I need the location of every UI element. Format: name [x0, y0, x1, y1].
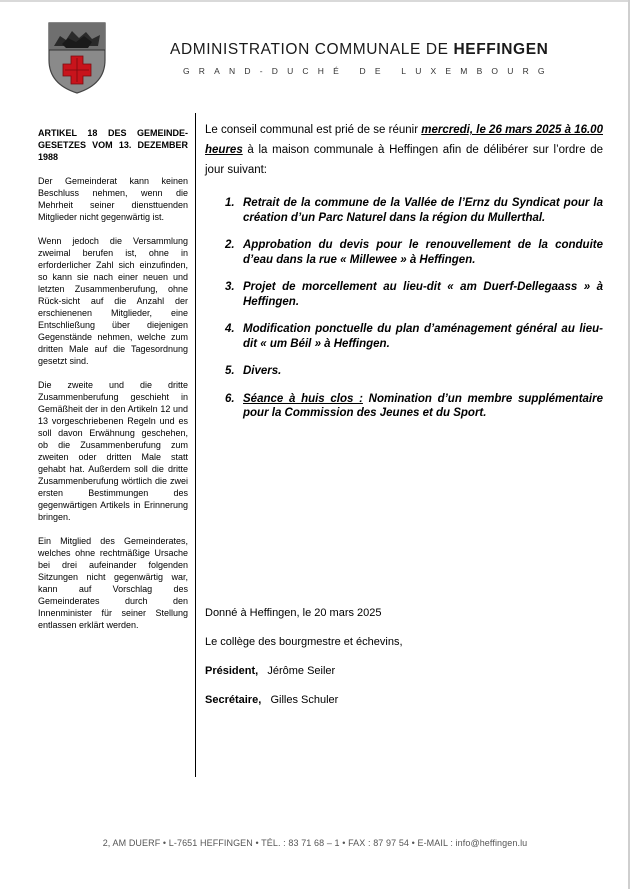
president-label: Président, — [205, 665, 259, 677]
sidebar-legal-text — [38, 127, 188, 643]
agenda-item — [225, 196, 603, 225]
signature-block — [205, 606, 603, 722]
agenda-item — [225, 280, 603, 309]
intro-before: Le conseil communal est prié de se réunir — [205, 124, 422, 136]
college-line: Le collège des bourgmestre et échevins, — [205, 636, 403, 648]
convocation-body — [205, 120, 603, 434]
page-title — [170, 41, 548, 59]
agenda-number: 4. — [225, 323, 235, 335]
footer-contact: 2, AM DUERF • L-7651 HEFFINGEN • TÉL. : 83 71 68 – 1 • FAX : 87 97 54 • E-MAIL : info@heffingen.lu — [102, 838, 528, 848]
agenda-number: 6. — [225, 392, 235, 405]
secretary-name: Gilles Schuler — [270, 694, 339, 706]
sidebar-paragraph: Ein Mitglied des Gemeinderates, welches ohne rechtmäßige Ursache bei drei aufeinander folgenden Sitzungen nicht gegenwärtig war, kann auf Vorschlag des Gemeinderates durch den Innenminister für seiner Stellung entlassen erklärt werden. — [38, 536, 188, 630]
page-subtitle: GRAND-DUCHÉ DE LUXEMBOURG — [183, 66, 554, 76]
agenda-number: 3. — [225, 281, 235, 293]
agenda-item — [225, 322, 603, 351]
agenda-text: Approbation du devis pour le renouvellement de la conduite d’eau dans la rue « Millewee » à Heffingen. — [243, 239, 603, 266]
secretary-label: Secrétaire, — [205, 694, 262, 706]
sidebar-paragraph: Wenn jedoch die Versammlung zweimal berufen ist, ohne in erforderlicher Zahl sich einzufinden, so kann sie nach einer neuen und letzten Zusammenberufung, ohne Rück-sicht auf die Anzahl der erschienenen Mitglieder, eine Entschließung über diejenigen Gegenstände nehmen, welche zum dritten Male auf die Tagesordnung gesetzt sind. — [38, 236, 188, 366]
sidebar-paragraph: Der Gemeinderat kann keinen Beschluss nehmen, wenn die Mehrheit seiner diensttuenden Mitglieder nicht gegenwärtig ist. — [38, 176, 188, 222]
page-top-border — [0, 0, 628, 2]
secretary-line — [205, 693, 603, 707]
agenda-text — [243, 392, 603, 421]
agenda-item — [225, 238, 603, 267]
coat-of-arms-icon — [48, 22, 106, 94]
agenda-number: 5. — [225, 365, 235, 377]
agenda-text: Modification ponctuelle du plan d’aménagement général au lieu-dit « um Béil » à Heffingen. — [243, 323, 603, 350]
title-prefix: ADMINISTRATION COMMUNALE DE — [170, 41, 454, 58]
agenda-number: 2. — [225, 239, 235, 251]
president-name: Jérôme Seiler — [267, 665, 336, 677]
sidebar-heading: ARTIKEL 18 DES GEMEINDE-GESETZES VOM 13. DEZEMBER 1988 — [38, 128, 188, 162]
title-commune-name: HEFFINGEN — [453, 41, 549, 58]
agenda-item — [225, 364, 603, 379]
agenda-text: Divers. — [243, 365, 282, 377]
sidebar-paragraph: Die zweite und die dritte Zusammenberufung geschieht in Gemäßheit der in den Artikeln 12 und 13 vorgeschriebenen Regeln und es soll davon Erwähnung geschehen, ob die Zusammenberufung zum zweiten oder dritten Male statt gehabt hat. Außerdem soll die dritte Zusammenberufung wörtlich die zwei ersten Bestimmungen des gegenwärtigen Artikels in Erinnerung bringen. — [38, 380, 188, 522]
agenda-number: 1. — [225, 197, 235, 209]
agenda-text: Projet de morcellement au lieu-dit « am Duerf-Dellegaass » à Heffingen. — [243, 281, 603, 308]
agenda-text: Retrait de la commune de la Vallée de l’Ernz du Syndicat pour la création d’un Parc Naturel dans la région du Mullerthal. — [243, 197, 603, 224]
meeting-date: mercredi, le 26 mars 2025 à 16.00 heures — [205, 124, 603, 156]
president-line — [205, 664, 603, 678]
column-divider — [195, 113, 196, 777]
agenda-item-closed-session — [225, 392, 603, 421]
intro-after: à la maison communale à Heffingen afin de délibérer sur l’ordre de jour suivant: — [205, 144, 603, 176]
closed-session-label: Séance à huis clos : — [243, 392, 363, 405]
agenda-list — [205, 196, 603, 421]
closed-session-text: Nomination d’un membre supplémentaire pour la Commission des Jeunes et du Sport. — [243, 392, 603, 419]
given-date: Donné à Heffingen, le 20 mars 2025 — [205, 607, 382, 619]
convocation-intro — [205, 120, 603, 180]
